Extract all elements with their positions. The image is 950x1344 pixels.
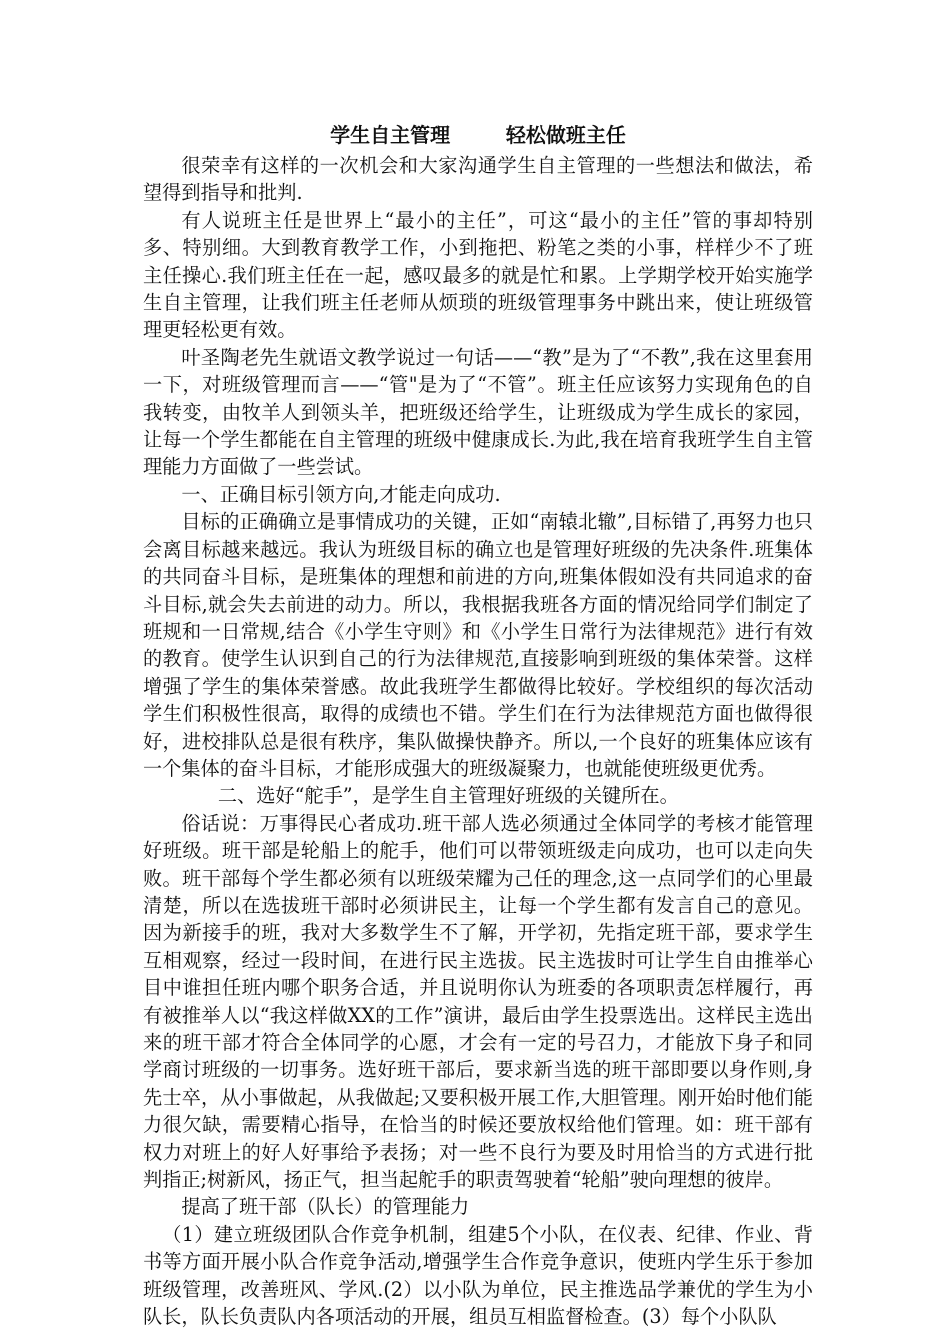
paragraph-goals: 目标的正确确立是事情成功的关键，正如“南辕北辙”,目标错了,再努力也只会离目标越来越远。我认为班级目标的确立也是管理好班级的先决条件.班集体的共同奋斗目标，是班集体的理想和前进的方向,班集体假如没有共同追求的奋斗目标,就会失去前进的动力。所以，我根据我班各方面的情况给同学们制定了班规和一日常规,结合《小学生守则》和《小学生日常行为法律规范》进行有效的教育。使学生认识到自己的行为法律规范,直接影响到班级的集体荣誉。这样增强了学生的集体荣誉感。故此我班学生都做得比较好。学校组织的每次活动学生们积极性很高，取得的成绩也不错。学生们在行为法律规范方面也做得很好，进校排队总是很有秩序，集队做操快静齐。所以,一个良好的班集体应该有一个集体的奋斗目标，才能形成强大的班级凝聚力，也就能使班级更优秀。 [143, 510, 813, 780]
paragraph-intro: 很荣幸有这样的一次机会和大家沟通学生自主管理的一些想法和做法，希望得到指导和批判. [143, 154, 813, 205]
paragraph-background: 有人说班主任是世界上“最小的主任”，可这“最小的主任”管的事却特别多、特别细。大到教育教学工作，小到拖把、粉笔之类的小事，样样少不了班主任操心.我们班主任在一起，感叹最多的就是忙和累。上学期学校开始实施学生自主管理，让我们班主任老师从烦琐的班级管理事务中跳出来，使让班级管理更轻松更有效。 [143, 208, 813, 342]
section-heading-leaders: 二、选好“舵手”，是学生自主管理好班级的关键所在。 [217, 784, 679, 808]
document-body [143, 121, 813, 1330]
section-heading-ability: 提高了班干部（队长）的管理能力 [181, 1195, 470, 1219]
paragraph-leaders: 俗话说：万事得民心者成功.班干部人选必须通过全体同学的考核才能管理好班级。班干部是轮船上的舵手，他们可以带领班级走向成功，也可以走向失败。班干部每个学生都必须有以班级荣耀为己任的理念,这一点同学们的心里最清楚，所以在选拔班干部时必须讲民主，让每一个学生都有发言自己的意见。因为新接手的班，我对大多数学生不了解，开学初，先指定班干部，要求学生互相观察，经过一段时间，在进行民主选拔。民主选拔时可让学生自由推举心目中谁担任班内哪个职务合适，并且说明你认为班委的各项职责怎样履行，再有被推举人以“我这样做XX的工作”演讲，最后由学生投票选出。这样民主选出来的班干部才符合全体同学的心愿，才会有一定的号召力，才能放下身子和同学商讨班级的一切事务。选好班干部后，要求新当选的班干部即要以身作则,身先士卒，从小事做起，从我做起;又要积极开展工作,大胆管理。刚开始时他们能力很欠缺，需要精心指导，在恰当的时候还要放权给他们管理。如：班干部有权力对班上的好人好事给予表扬；对一些不良行为要及时用恰当的方式进行批判指正;树新风，扬正气，担当起舵手的职责驾驶着“轮船”驶向理想的彼岸。 [143, 811, 813, 1192]
section-heading-goals: 一、正确目标引领方向,才能走向成功. [181, 482, 501, 506]
paragraph-philosophy: 叶圣陶老先生就语文教学说过一句话——“教”是为了“不教”,我在这里套用一下，对班级管理而言——“管"是为了“不管”。班主任应该努力实现角色的自我转变，由牧羊人到领头羊，把班级还给学生，让班级成为学生成长的家园，让每一个学生都能在自主管理的班级中健康成长.为此,我在培育我班学生自主管理能力方面做了一些尝试。 [143, 345, 813, 479]
document-title: 学生自主管理 轻松做班主任 [330, 123, 626, 147]
paragraph-teams: （1）建立班级团队合作竞争机制，组建5个小队，在仪表、纪律、作业、背书等方面开展小队合作竞争活动,增强学生合作竞争意识，使班内学生乐于参加班级管理，改善班风、学风.(2）以小队为单位，民主推选品学兼优的学生为小队长，队长负责队内各项活动的开展，组员互相监督检查。(3）每个小队队 [143, 1222, 813, 1329]
